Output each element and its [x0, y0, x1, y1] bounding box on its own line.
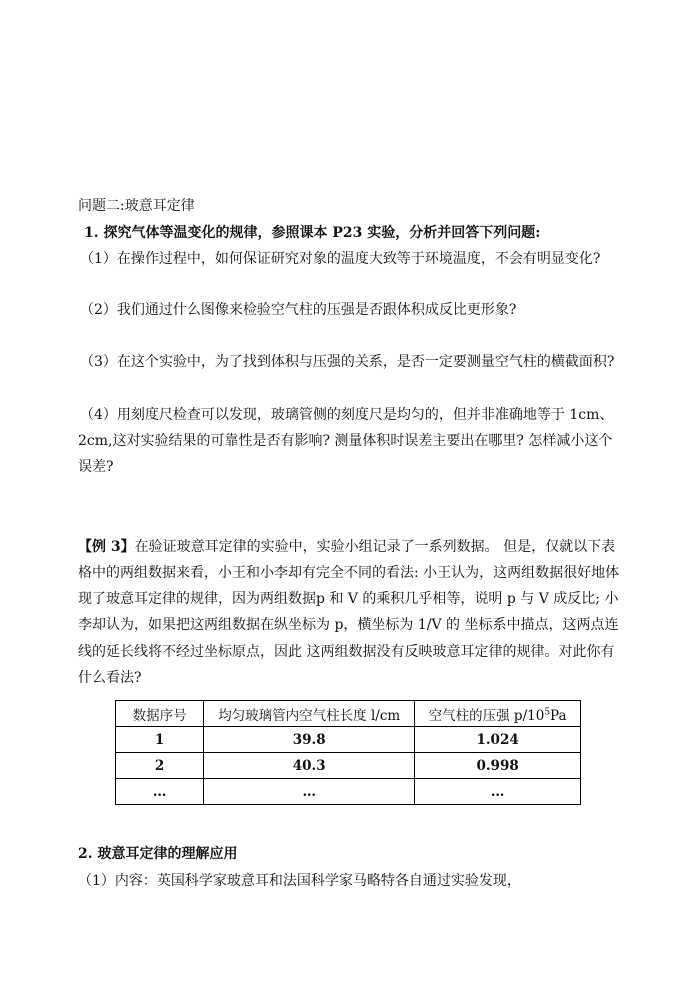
- example-line-3: 现了玻意耳定律的规律，因为两组数据p 和 V 的乘积几乎相等，说明 p 与 V 成反比; 小: [78, 591, 619, 607]
- example-line-1: [78, 538, 615, 556]
- data-table: [115, 700, 581, 805]
- question-2: （2）我们通过什么图像来检验空气柱的压强是否跟体积成反比更形象?: [80, 302, 517, 318]
- table-row: [116, 779, 581, 805]
- question-4-line-2: 2cm,这对实验结果的可靠性是否有影响? 测量体积时误差主要出在哪里? 怎样减小这个: [78, 433, 613, 449]
- example-line-5: 线的延长线将不经过坐标原点，因此 这两组数据没有反映玻意耳定律的规律。对此你有: [78, 644, 615, 660]
- cell-pressure: 0.998: [415, 753, 581, 779]
- header-pressure: 空气柱的压强 $p/10^5Pa$: [415, 701, 581, 727]
- question-4-line-3: 误差?: [78, 459, 114, 475]
- part2-content: （1）内容：英国科学家玻意耳和法国科学家马略特各自通过实验发现，: [78, 873, 521, 889]
- cell-length: …: [204, 779, 415, 805]
- example-line-6: 什么看法?: [78, 670, 142, 686]
- table-header-row: [116, 701, 581, 727]
- section-title: 问题二:玻意耳定律: [78, 198, 195, 214]
- example-tag: 【例 3】: [78, 539, 135, 555]
- part2-heading: 2. 玻意耳定律的理解应用: [78, 846, 238, 862]
- table-row: [116, 727, 581, 753]
- example-line-2: 格中的两组数据来看，小王和小李却有完全不同的看法: 小王认为，这两组数据很好地体: [78, 565, 620, 581]
- cell-index: 2: [116, 753, 204, 779]
- header-index: 数据序号: [116, 701, 204, 727]
- question-3: （3）在这个实验中，为了找到体积与压强的关系，是否一定要测量空气柱的横截面积?: [80, 354, 615, 370]
- table-row: [116, 753, 581, 779]
- cell-index: …: [116, 779, 204, 805]
- cell-pressure: 1.024: [415, 727, 581, 753]
- example-line-4: 李却认为，如果把这两组数据在纵坐标为 p，横坐标为 1/V 的 坐标系中描点，这两点连: [78, 617, 619, 633]
- cell-pressure: …: [415, 779, 581, 805]
- cell-index: 1: [116, 727, 204, 753]
- question-4-line-1: （4）用刻度尺检查可以发现，玻璃管侧的刻度尺是均匀的，但并非准确地等于 1cm、: [80, 407, 614, 423]
- header-length: 均匀玻璃管内空气柱长度 l/cm: [204, 701, 415, 727]
- cell-length: 39.8: [204, 727, 415, 753]
- example-text: 在验证玻意耳定律的实验中，实验小组记录了一系列数据。 但是，仅就以下表: [134, 539, 616, 555]
- question-1: （1）在操作过程中，如何保证研究对象的温度大致等于环境温度，不会有明显变化?: [80, 251, 601, 267]
- cell-length: 40.3: [204, 753, 415, 779]
- q1-heading: 1. 探究气体等温变化的规律，参照课本 P23 实验，分析并回答下列问题:: [84, 225, 541, 241]
